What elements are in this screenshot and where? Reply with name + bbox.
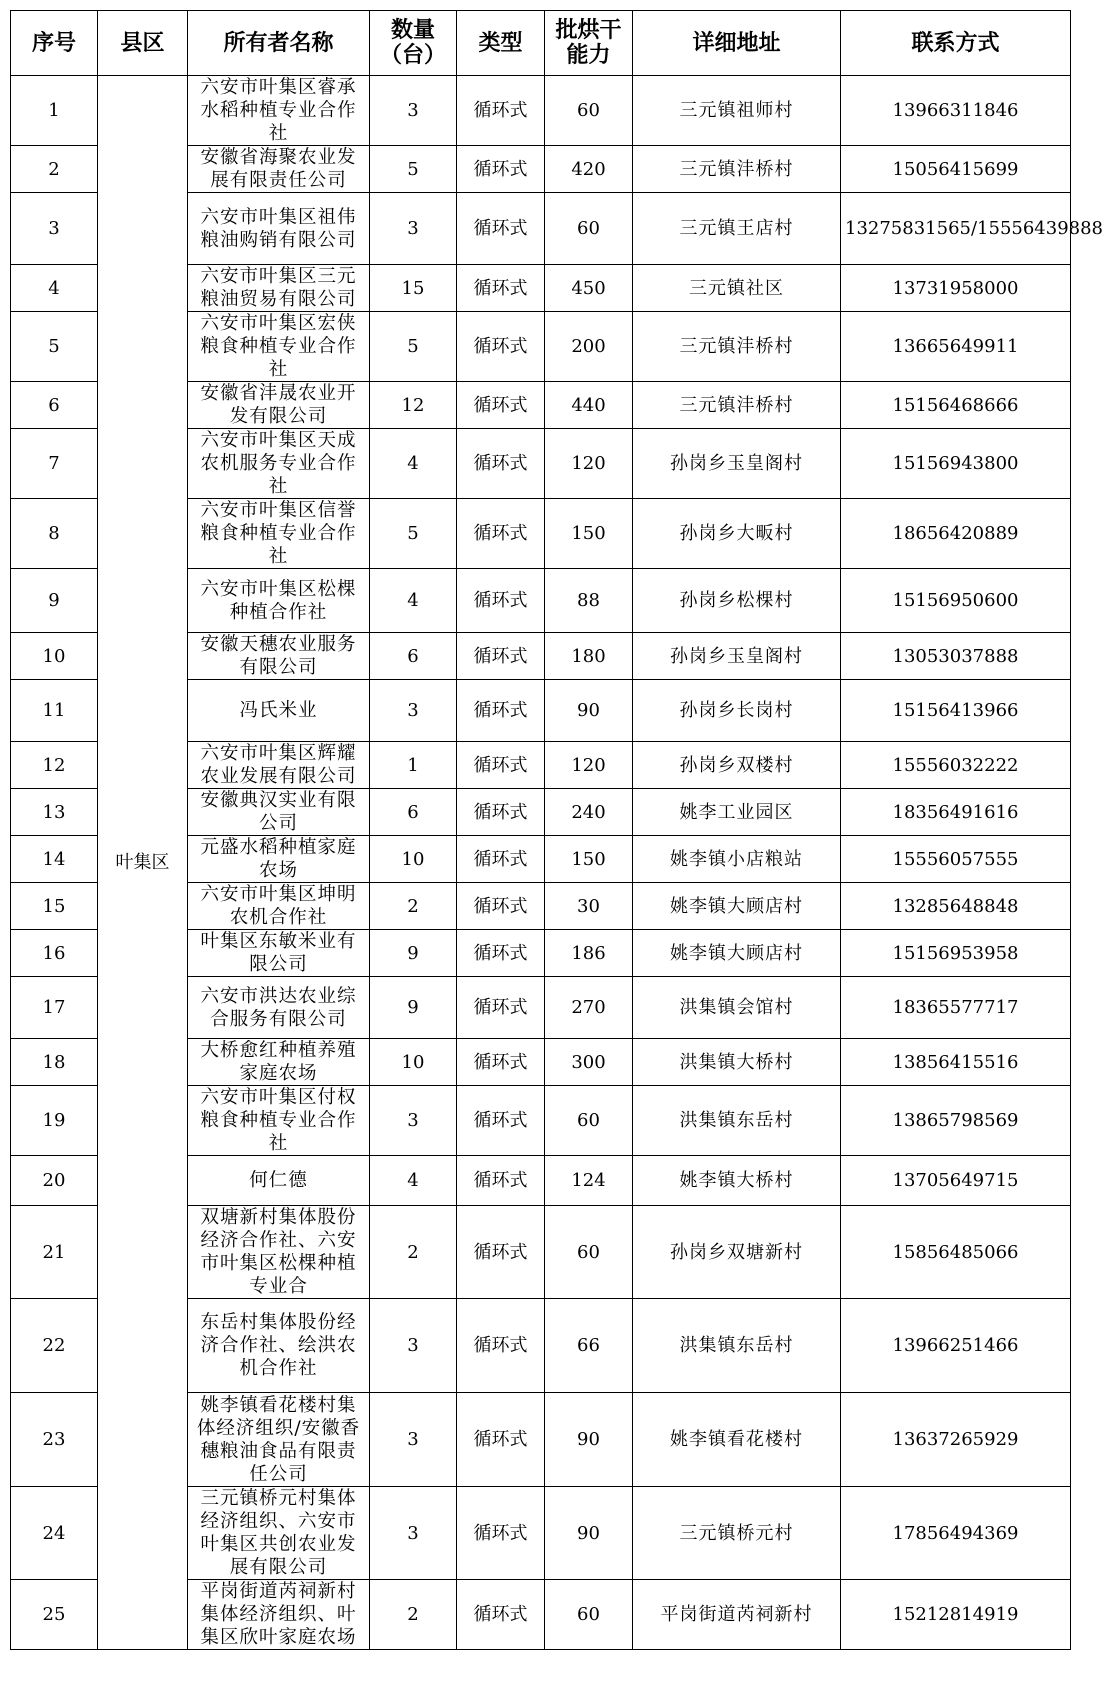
cell-address: 三元镇沣桥村 <box>633 312 841 382</box>
cell-capacity: 270 <box>545 977 633 1039</box>
cell-owner: 东岳村集体股份经济合作社、绘洪农机合作社 <box>188 1299 370 1393</box>
cell-capacity: 180 <box>545 633 633 680</box>
cell-address: 姚李镇大桥村 <box>633 1156 841 1206</box>
cell-capacity: 300 <box>545 1039 633 1086</box>
cell-index: 15 <box>11 883 98 930</box>
cell-quantity: 2 <box>370 1580 457 1650</box>
cell-type: 循环式 <box>457 382 545 429</box>
cell-type: 循环式 <box>457 312 545 382</box>
cell-address: 姚李镇看花楼村 <box>633 1393 841 1487</box>
cell-type: 循环式 <box>457 193 545 265</box>
cell-capacity: 440 <box>545 382 633 429</box>
cell-owner: 六安市叶集区睿承水稻种植专业合作社 <box>188 76 370 146</box>
cell-quantity: 3 <box>370 1487 457 1580</box>
cell-type: 循环式 <box>457 569 545 633</box>
cell-contact: 15056415699 <box>841 146 1071 193</box>
cell-quantity: 3 <box>370 1086 457 1156</box>
cell-capacity: 186 <box>545 930 633 977</box>
cell-address: 孙岗乡双塘新村 <box>633 1206 841 1299</box>
cell-address: 姚李镇小店粮站 <box>633 836 841 883</box>
cell-owner: 六安市叶集区松棵种植合作社 <box>188 569 370 633</box>
cell-index: 8 <box>11 499 98 569</box>
cell-type: 循环式 <box>457 1206 545 1299</box>
cell-contact: 17856494369 <box>841 1487 1071 1580</box>
cell-index: 13 <box>11 789 98 836</box>
document-page <box>10 10 1103 1650</box>
cell-owner: 元盛水稻种植家庭农场 <box>188 836 370 883</box>
cell-type: 循环式 <box>457 1580 545 1650</box>
table-body <box>11 76 1103 1650</box>
cell-index: 9 <box>11 569 98 633</box>
cell-index: 18 <box>11 1039 98 1086</box>
cell-contact: 13275831565/15556439888 <box>841 193 1071 265</box>
cell-index: 6 <box>11 382 98 429</box>
cell-quantity: 10 <box>370 1039 457 1086</box>
cell-quantity: 10 <box>370 836 457 883</box>
cell-contact: 15156950600 <box>841 569 1071 633</box>
cell-contact: 15156943800 <box>841 429 1071 499</box>
cell-address: 平岗街道芮祠新村 <box>633 1580 841 1650</box>
cell-contact: 15156953958 <box>841 930 1071 977</box>
cell-quantity: 4 <box>370 569 457 633</box>
cell-contact: 13865798569 <box>841 1086 1071 1156</box>
header-quantity: 数量（台） <box>370 11 457 76</box>
cell-contact: 18656420889 <box>841 499 1071 569</box>
cell-capacity: 120 <box>545 429 633 499</box>
cell-contact: 15856485066 <box>841 1206 1071 1299</box>
cell-contact: 15156468666 <box>841 382 1071 429</box>
cell-contact: 13856415516 <box>841 1039 1071 1086</box>
cell-capacity: 120 <box>545 742 633 789</box>
cell-type: 循环式 <box>457 1156 545 1206</box>
cell-capacity: 150 <box>545 836 633 883</box>
cell-address: 三元镇祖师村 <box>633 76 841 146</box>
cell-index: 25 <box>11 1580 98 1650</box>
cell-address: 孙岗乡玉皇阁村 <box>633 633 841 680</box>
cell-address: 姚李工业园区 <box>633 789 841 836</box>
table-row <box>11 76 1071 146</box>
cell-address: 孙岗乡双楼村 <box>633 742 841 789</box>
cell-capacity: 90 <box>545 680 633 742</box>
cell-capacity: 200 <box>545 312 633 382</box>
cell-contact: 15556057555 <box>841 836 1071 883</box>
cell-quantity: 3 <box>370 76 457 146</box>
cell-type: 循环式 <box>457 1086 545 1156</box>
cell-contact: 13637265929 <box>841 1393 1071 1487</box>
cell-capacity: 88 <box>545 569 633 633</box>
cell-owner: 六安市叶集区天成农机服务专业合作社 <box>188 429 370 499</box>
header-contact: 联系方式 <box>841 11 1071 76</box>
cell-capacity: 240 <box>545 789 633 836</box>
cell-index: 24 <box>11 1487 98 1580</box>
cell-address: 姚李镇大顾店村 <box>633 930 841 977</box>
cell-contact: 18365577717 <box>841 977 1071 1039</box>
cell-quantity: 3 <box>370 193 457 265</box>
cell-index: 3 <box>11 193 98 265</box>
cell-index: 11 <box>11 680 98 742</box>
cell-capacity: 60 <box>545 1086 633 1156</box>
cell-quantity: 5 <box>370 146 457 193</box>
cell-quantity: 4 <box>370 1156 457 1206</box>
cell-address: 洪集镇东岳村 <box>633 1086 841 1156</box>
cell-type: 循环式 <box>457 977 545 1039</box>
cell-quantity: 2 <box>370 883 457 930</box>
cell-owner: 安徽省海聚农业发展有限责任公司 <box>188 146 370 193</box>
cell-quantity: 3 <box>370 680 457 742</box>
cell-index: 12 <box>11 742 98 789</box>
cell-capacity: 124 <box>545 1156 633 1206</box>
header-index: 序号 <box>11 11 98 76</box>
cell-type: 循环式 <box>457 930 545 977</box>
cell-owner: 何仁德 <box>188 1156 370 1206</box>
cell-contact: 13285648848 <box>841 883 1071 930</box>
cell-index: 22 <box>11 1299 98 1393</box>
cell-type: 循环式 <box>457 883 545 930</box>
cell-quantity: 4 <box>370 429 457 499</box>
cell-owner: 六安市叶集区付权粮食种植专业合作社 <box>188 1086 370 1156</box>
cell-index: 4 <box>11 265 98 312</box>
cell-owner: 六安市洪达农业综合服务有限公司 <box>188 977 370 1039</box>
cell-type: 循环式 <box>457 499 545 569</box>
cell-contact: 13053037888 <box>841 633 1071 680</box>
cell-owner: 六安市叶集区坤明农机合作社 <box>188 883 370 930</box>
cell-quantity: 6 <box>370 633 457 680</box>
cell-capacity: 60 <box>545 193 633 265</box>
cell-quantity: 12 <box>370 382 457 429</box>
cell-capacity: 90 <box>545 1393 633 1487</box>
cell-contact: 15212814919 <box>841 1580 1071 1650</box>
cell-owner: 姚李镇看花楼村集体经济组织/安徽香穗粮油食品有限责任公司 <box>188 1393 370 1487</box>
cell-index: 10 <box>11 633 98 680</box>
cell-type: 循环式 <box>457 836 545 883</box>
cell-type: 循环式 <box>457 1487 545 1580</box>
cell-quantity: 5 <box>370 499 457 569</box>
cell-index: 14 <box>11 836 98 883</box>
cell-contact: 15156413966 <box>841 680 1071 742</box>
cell-capacity: 30 <box>545 883 633 930</box>
cell-quantity: 2 <box>370 1206 457 1299</box>
cell-quantity: 9 <box>370 977 457 1039</box>
cell-address: 孙岗乡长岗村 <box>633 680 841 742</box>
cell-type: 循环式 <box>457 265 545 312</box>
cell-address: 孙岗乡大畈村 <box>633 499 841 569</box>
cell-contact: 15556032222 <box>841 742 1071 789</box>
cell-owner: 安徽省沣晟农业开发有限公司 <box>188 382 370 429</box>
cell-owner: 三元镇桥元村集体经济组织、六安市叶集区共创农业发展有限公司 <box>188 1487 370 1580</box>
cell-capacity: 450 <box>545 265 633 312</box>
cell-address: 姚李镇大顾店村 <box>633 883 841 930</box>
cell-address: 三元镇桥元村 <box>633 1487 841 1580</box>
header-type: 类型 <box>457 11 545 76</box>
cell-capacity: 90 <box>545 1487 633 1580</box>
cell-capacity: 66 <box>545 1299 633 1393</box>
header-county: 县区 <box>98 11 188 76</box>
header-address: 详细地址 <box>633 11 841 76</box>
cell-index: 21 <box>11 1206 98 1299</box>
cell-address: 三元镇王店村 <box>633 193 841 265</box>
cell-contact: 13966311846 <box>841 76 1071 146</box>
cell-address: 三元镇社区 <box>633 265 841 312</box>
cell-index: 16 <box>11 930 98 977</box>
header-owner: 所有者名称 <box>188 11 370 76</box>
cell-quantity: 6 <box>370 789 457 836</box>
cell-quantity: 1 <box>370 742 457 789</box>
cell-contact: 18356491616 <box>841 789 1071 836</box>
cell-quantity: 9 <box>370 930 457 977</box>
cell-address: 三元镇沣桥村 <box>633 146 841 193</box>
cell-contact: 13705649715 <box>841 1156 1071 1206</box>
cell-quantity: 15 <box>370 265 457 312</box>
cell-capacity: 60 <box>545 76 633 146</box>
cell-address: 洪集镇东岳村 <box>633 1299 841 1393</box>
cell-address: 洪集镇大桥村 <box>633 1039 841 1086</box>
cell-type: 循环式 <box>457 633 545 680</box>
cell-owner: 六安市叶集区信誉粮食种植专业合作社 <box>188 499 370 569</box>
cell-quantity: 3 <box>370 1299 457 1393</box>
cell-owner: 双塘新村集体股份经济合作社、六安市叶集区松棵种植专业合 <box>188 1206 370 1299</box>
table-header-row <box>11 11 1071 76</box>
cell-index: 2 <box>11 146 98 193</box>
cell-owner: 安徽天穗农业服务有限公司 <box>188 633 370 680</box>
cell-type: 循环式 <box>457 1393 545 1487</box>
cell-index: 20 <box>11 1156 98 1206</box>
cell-owner: 六安市叶集区辉耀农业发展有限公司 <box>188 742 370 789</box>
cell-owner: 冯氏米业 <box>188 680 370 742</box>
cell-owner: 六安市叶集区祖伟粮油购销有限公司 <box>188 193 370 265</box>
cell-index: 1 <box>11 76 98 146</box>
cell-quantity: 5 <box>370 312 457 382</box>
cell-index: 7 <box>11 429 98 499</box>
cell-capacity: 60 <box>545 1206 633 1299</box>
cell-address: 孙岗乡松棵村 <box>633 569 841 633</box>
cell-capacity: 60 <box>545 1580 633 1650</box>
cell-type: 循环式 <box>457 429 545 499</box>
cell-owner: 大桥愈红种植养殖家庭农场 <box>188 1039 370 1086</box>
cell-address: 孙岗乡玉皇阁村 <box>633 429 841 499</box>
cell-address: 三元镇沣桥村 <box>633 382 841 429</box>
cell-county: 叶集区 <box>98 76 188 1650</box>
cell-owner: 六安市叶集区宏侠粮食种植专业合作社 <box>188 312 370 382</box>
cell-owner: 安徽典汉实业有限公司 <box>188 789 370 836</box>
cell-type: 循环式 <box>457 742 545 789</box>
cell-index: 17 <box>11 977 98 1039</box>
cell-contact: 13966251466 <box>841 1299 1071 1393</box>
cell-owner: 叶集区东敏米业有限公司 <box>188 930 370 977</box>
header-capacity: 批烘干能力 <box>545 11 633 76</box>
cell-type: 循环式 <box>457 680 545 742</box>
cell-capacity: 150 <box>545 499 633 569</box>
cell-type: 循环式 <box>457 1299 545 1393</box>
cell-type: 循环式 <box>457 146 545 193</box>
cell-contact: 13731958000 <box>841 265 1071 312</box>
cell-owner: 六安市叶集区三元粮油贸易有限公司 <box>188 265 370 312</box>
cell-contact: 13665649911 <box>841 312 1071 382</box>
cell-type: 循环式 <box>457 1039 545 1086</box>
cell-quantity: 3 <box>370 1393 457 1487</box>
cell-index: 5 <box>11 312 98 382</box>
cell-type: 循环式 <box>457 76 545 146</box>
cell-index: 23 <box>11 1393 98 1487</box>
dryer-table <box>10 10 1103 1650</box>
cell-index: 19 <box>11 1086 98 1156</box>
cell-type: 循环式 <box>457 789 545 836</box>
cell-capacity: 420 <box>545 146 633 193</box>
cell-address: 洪集镇会馆村 <box>633 977 841 1039</box>
cell-owner: 平岗街道芮祠新村集体经济组织、叶集区欣叶家庭农场 <box>188 1580 370 1650</box>
